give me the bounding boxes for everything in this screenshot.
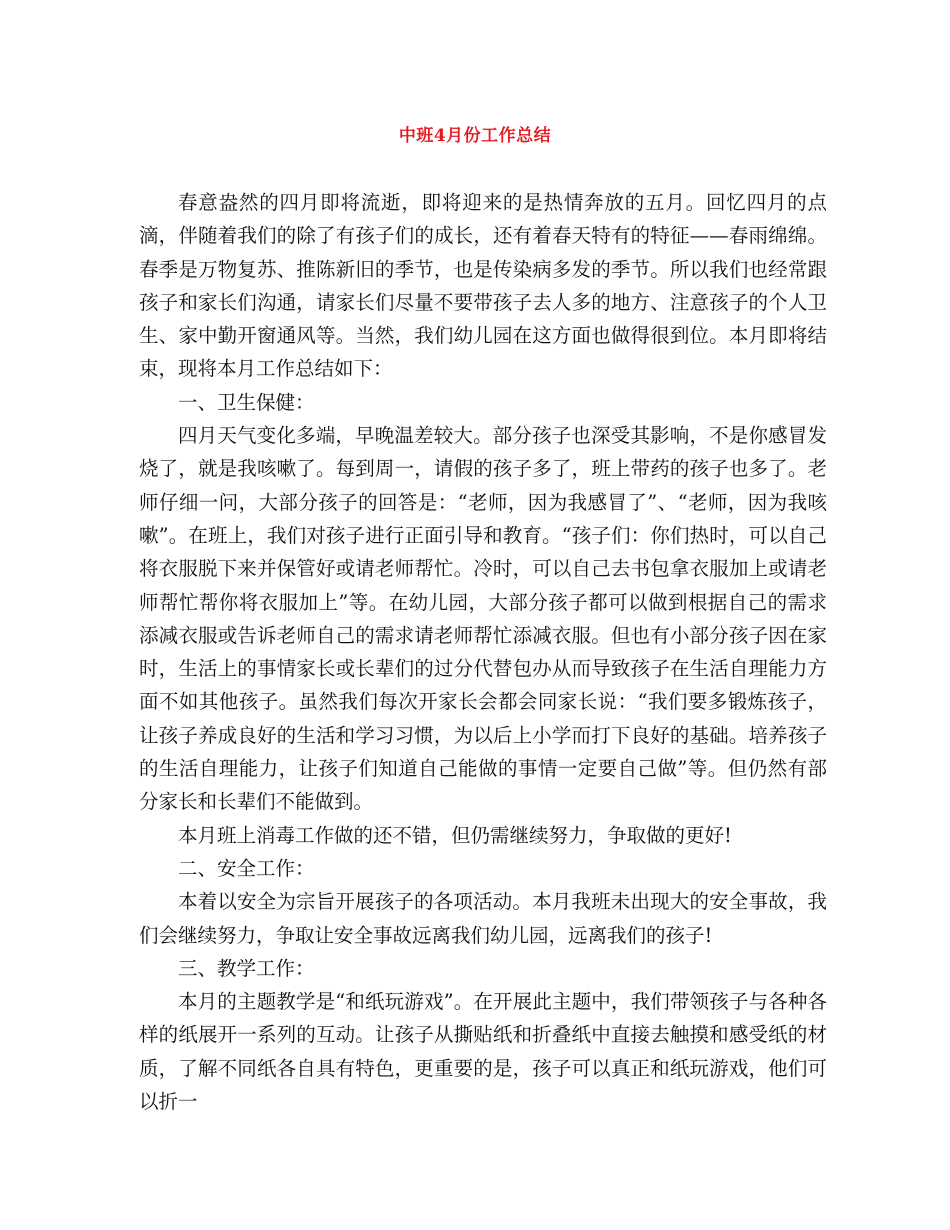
page-title: 中班4月份工作总结 [398,126,552,146]
safety-paragraph: 本着以安全为宗旨开展孩子的各项活动。本月我班未出现大的安全事故，我们会继续努力，争取让安全事故远离我们幼儿园，远离我们的孩子! [139,890,827,947]
teaching-paragraph: 本月的主题教学是“和纸玩游戏”。在开展此主题中，我们带领孩子与各种各样的纸展开一系列的互动。让孩子从撕贴纸和折叠纸中直接去触摸和感受纸的材质，了解不同纸各自具有特色，更重要的是，孩子可以真正和纸玩游戏，他们可以折一 [139,990,827,1114]
disinfection-paragraph: 本月班上消毒工作做的还不错，但仍需继续努力，争取做的更好! [178,823,732,847]
intro-paragraph: 春意盎然的四月即将流逝，即将迎来的是热情奔放的五月。回忆四月的点滴，伴随着我们的除了有孩子们的成长，还有着春天特有的特征——春雨绵绵。春季是万物复苏、推陈新旧的季节，也是传染病多发的季节。所以我们也经常跟孩子和家长们沟通，请家长们尽量不要带孩子去人多的地方、注意孩子的个人卫生、家中勤开窗通风等。当然，我们幼儿园在这方面也做得很到位。本月即将结束，现将本月工作总结如下： [139,191,827,381]
document-body [139,186,827,1118]
section-heading-teaching: 三、教学工作： [178,956,315,980]
section-heading-hygiene: 一、卫生保健： [178,390,315,414]
hygiene-paragraph: 四月天气变化多端，早晚温差较大。部分孩子也深受其影响，不是你感冒发烧了，就是我咳嗽了。每到周一，请假的孩子多了，班上带药的孩子也多了。老师仔细一问，大部分孩子的回答是：“老师，因为我感冒了”、“老师，因为我咳嗽”。在班上，我们对孩子进行正面引导和教育。“孩子们：你们热时，可以自己将衣服脱下来并保管好或请老师帮忙。冷时，可以自己去书包拿衣服加上或请老师帮忙帮你将衣服加上”等。在幼儿园，大部分孩子都可以做到根据自己的需求添减衣服或告诉老师自己的需求请老师帮忙添减衣服。但也有小部分孩子因在家时，生活上的事情家长或长辈们的过分代替包办从而导致孩子在生活自理能力方面不如其他孩子。虽然我们每次开家长会都会同家长说：“我们要多锻炼孩子，让孩子养成良好的生活和学习习惯，为以后上小学而打下良好的基础。培养孩子的生活自理能力，让孩子们知道自己能做的事情一定要自己做”等。但仍然有部分家长和长辈们不能做到。 [139,424,827,814]
section-heading-safety: 二、安全工作： [178,856,315,880]
